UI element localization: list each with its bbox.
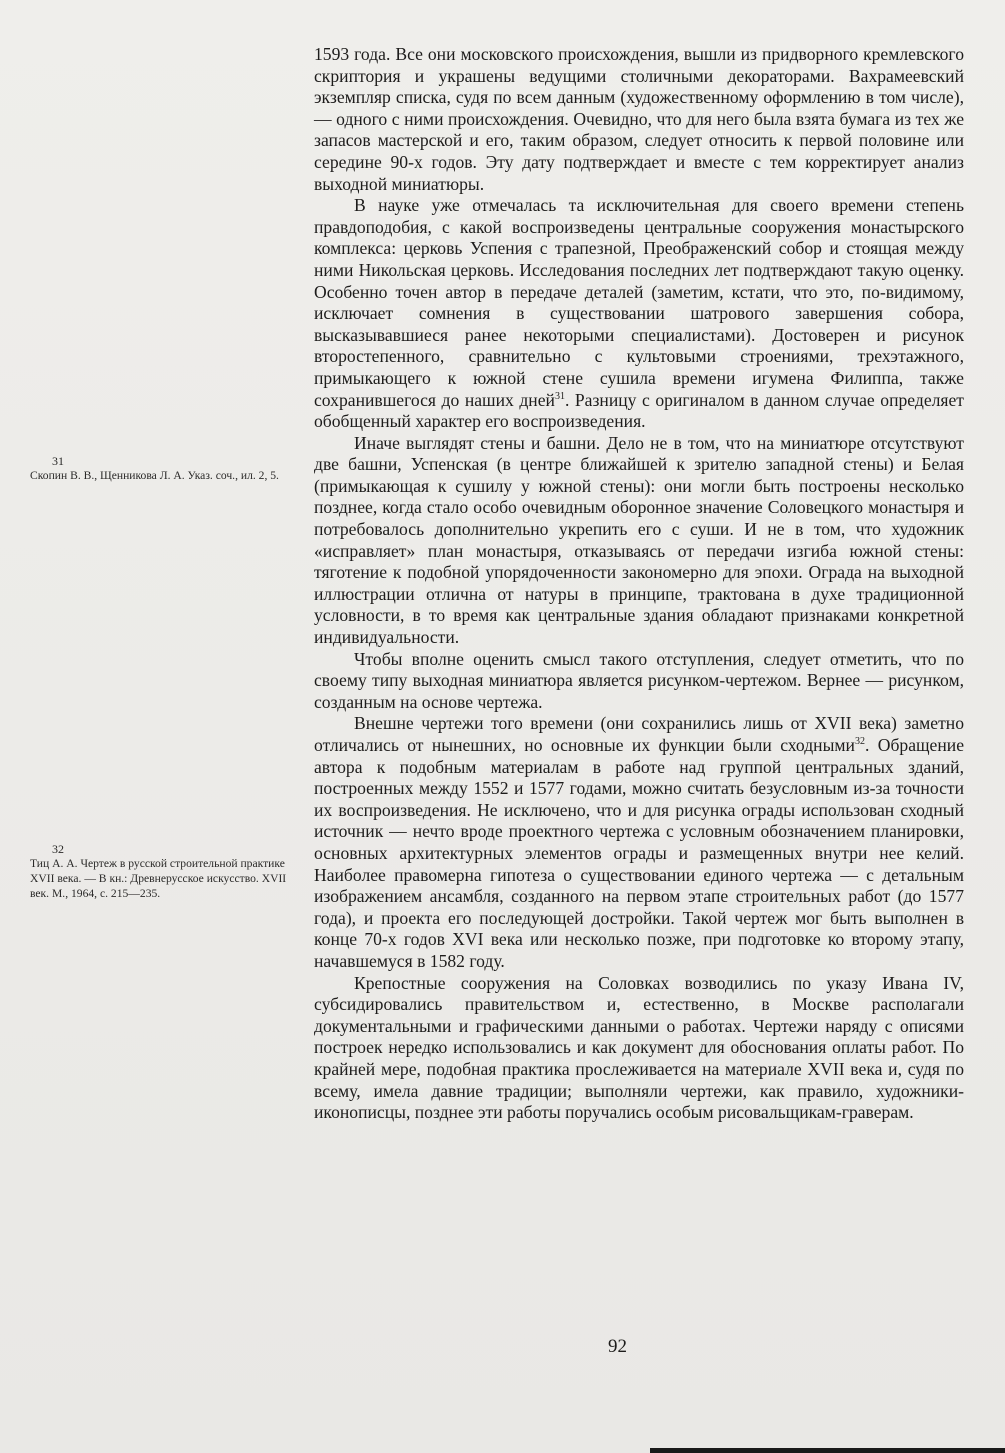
paragraph-2 xyxy=(314,195,964,433)
footnote-32 xyxy=(30,843,292,901)
page-number: 92 xyxy=(608,1336,627,1357)
paragraph-6: Крепостные сооружения на Соловках возводились по указу Ивана IV, субсидировались правительством и, естественно, в Москве располагали документальными и графическими данными о работах. Чертежи наряду с описями построек нередко использовались и как документ для обоснования оплаты работ. По крайней мере, подобная практика прослеживается на материале XVII века и, судя по всему, имела давние традиции; выполняли чертежи, как правило, художники-иконописцы, позднее эти работы поручались особым рисовальщикам-граверам. xyxy=(314,972,964,1123)
paragraph-2-text-a: В науке уже отмечалась та исключительная для своего времени степень правдоподобия, с какой воспроизведены центральные сооружения монастырского комплекса: церковь Успения с трапезной, Преображенский собор и стоящая между ними Никольская церковь. Исследования последних лет подтверждают такую оценку. Особенно точен автор в передаче деталей (заметим, кстати, что это, по-видимому, исключает сомнения в существовании шатрового завершения собора, высказывавшиеся ранее некоторыми специалистами). Достоверен и рисунок второстепенного, сравнительно с культовыми строениями, трехэтажного, примыкающего к южной стене сушила времени игумена Филиппа, также сохранившегося до наших дней xyxy=(314,195,964,410)
paragraph-2-text-b: . Разницу с оригиналом в данном случае определяет обобщенный характер его воспроизведения. xyxy=(314,389,964,432)
paragraph-5 xyxy=(314,713,964,972)
footnote-31 xyxy=(30,455,292,483)
paragraph-5-text-a: Внешне чертежи того времени (они сохранились лишь от XVII века) заметно отличались от нынешних, но основные их функции были сходными xyxy=(314,713,964,755)
footnote-number: 31 xyxy=(52,454,64,468)
footnote-number: 32 xyxy=(52,842,64,856)
footnote-ref-32: 32 xyxy=(854,736,865,748)
main-text-column xyxy=(314,44,964,1124)
paragraph-5-text-b: . Обращение автора к подобным материалам в работе над группой центральных зданий, построенных между 1552 и 1577 годами, можно считать безусловным из-за точности их воспроизведения. Не исключено, что и для рисунка ограды использован сходный источник — нечто вроде проектного чертежа с условным обозначением планировки, основных архитектурных элементов ограды и размещенных внутри нее келий. Наиболее правомерна гипотеза о существовании единого чертежа — с детальным изображением ансамбля, созданного на первом этапе строительных работ (до 1577 года), и проекта его последующей достройки. Такой чертеж мог быть выполнен в конце 70-х годов XVI века или несколько позже, при подготовке ко второму этапу, начавшемуся в 1582 году. xyxy=(314,735,964,971)
paragraph-4: Чтобы вполне оценить смысл такого отступления, следует отметить, что по своему типу выходная миниатюра является рисунком-чертежом. Вернее — рисунком, созданным на основе чертежа. xyxy=(314,648,964,712)
page-edge-shadow xyxy=(650,1448,1005,1453)
paragraph-1: 1593 года. Все они московского происхождения, вышли из придворного кремлевского скриптория и украшены ведущими столичными декораторами. Вахрамеевский экземпляр списка, судя по всем данным (художественному оформлению в том числе), — одного с ними происхождения. Очевидно, что для него была взята бумага из тех же запасов мастерской и его, таким образом, следует относить к первой половине или середине 90-х годов. Эту дату подтверждает и вместе с тем корректирует анализ выходной миниатюры. xyxy=(314,44,964,194)
footnote-ref-31: 31 xyxy=(554,390,565,402)
footnote-text: Тиц А. А. Чертеж в русской строительной практике XVII века. — В кн.: Древнерусское искусство. XVII век. М., 1964, с. 215—235. xyxy=(30,857,287,900)
paragraph-3: Иначе выглядят стены и башни. Дело не в том, что на миниатюре отсутствуют две башни, Успенская (в центре ближайшей к зрителю западной стены) и Белая (примыкающая к сушилу у южной стены): они могли быть построены несколько позднее, когда стало особо очевидным оборонное значение Соловецкого монастыря и потребовалось дополнительно укрепить его с суши. И не в том, что художник «исправляет» план монастыря, отказываясь от передачи изгиба южной стены: тяготение к подобной упорядоченности закономерно для эпохи. Ограда на выходной иллюстрации отлична от натуры в принципе, трактована в духе традиционной условности, в то время как центральные здания обладают признаками конкретной индивидуальности. xyxy=(314,432,964,648)
footnote-text: Скопин В. В., Щенникова Л. А. Указ. соч., ил. 2, 5. xyxy=(30,469,279,482)
